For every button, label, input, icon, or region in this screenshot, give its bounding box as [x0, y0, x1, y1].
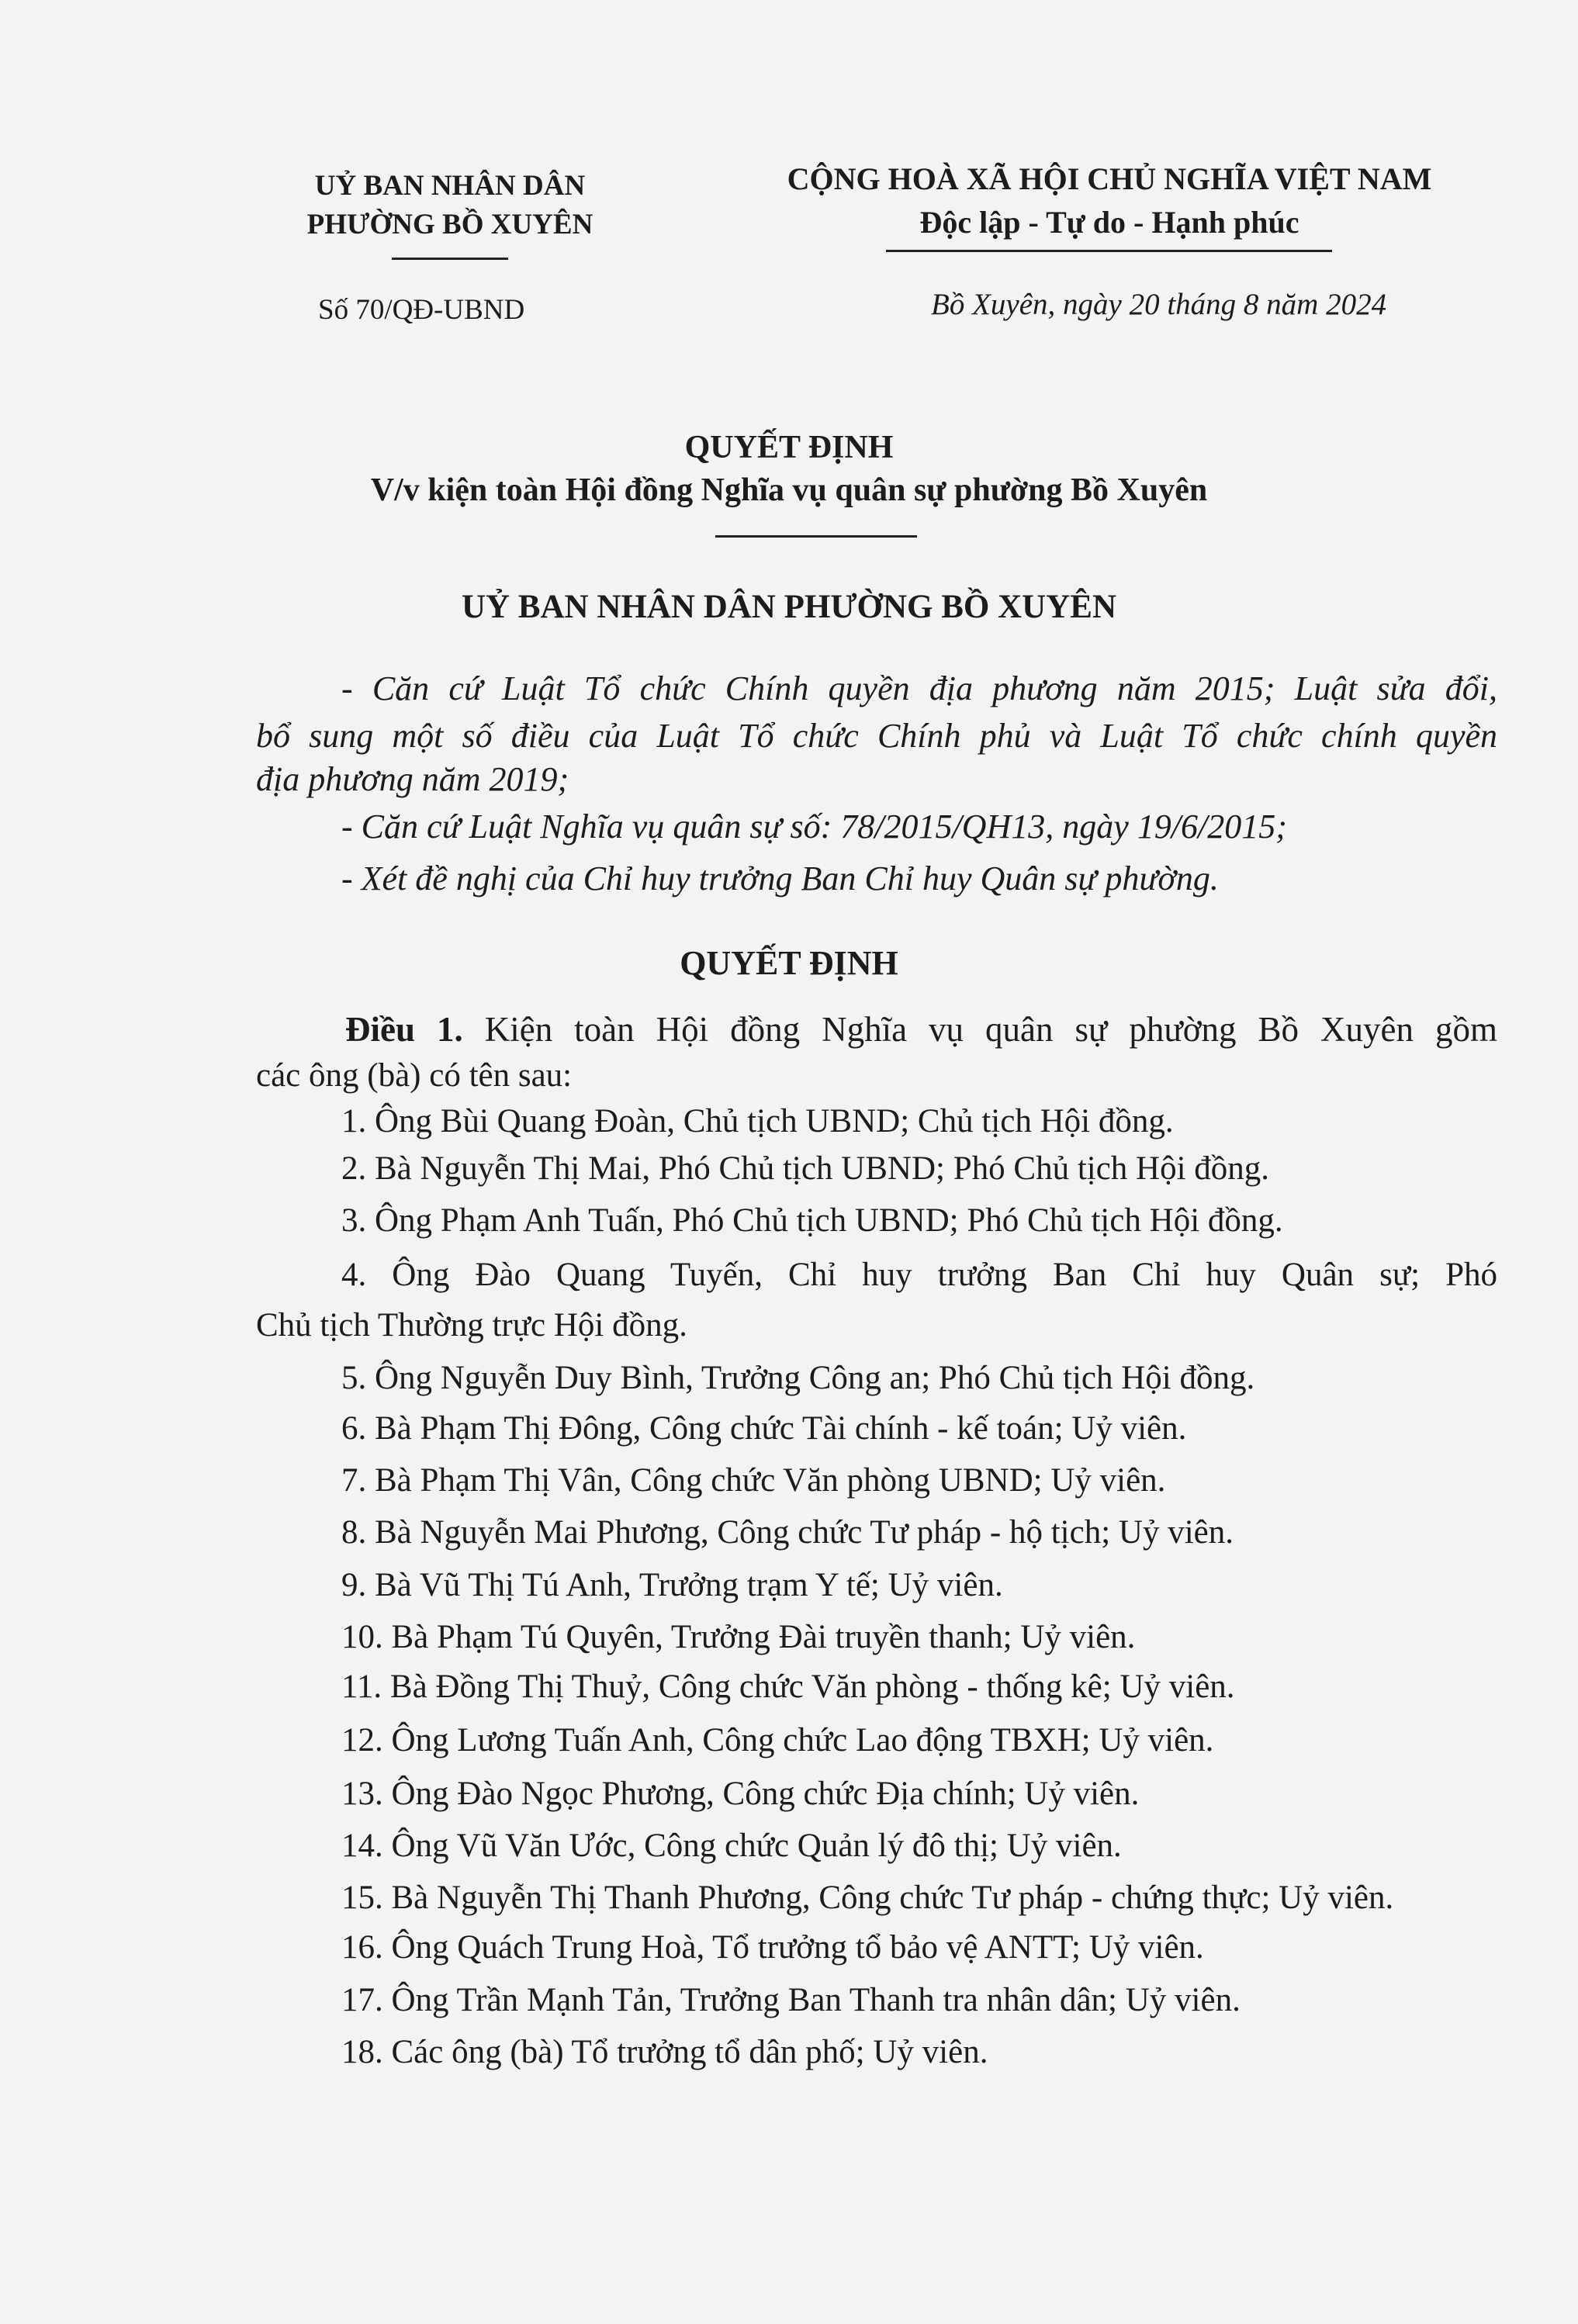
- document-subject: V/v kiện toàn Hội đồng Nghĩa vụ quân sự phường Bồ Xuyên: [370, 472, 1208, 508]
- preamble-legal-basis-1: [256, 665, 1497, 712]
- authority-underline: [392, 258, 508, 260]
- member-item: 11. Bà Đồng Thị Thuỷ, Công chức Văn phòng - thống kê; Uỷ viên.: [341, 1669, 1235, 1705]
- authority-line-1: UỶ BAN NHÂN DÂN: [314, 170, 586, 202]
- member-item: 7. Bà Phạm Thị Vân, Công chức Văn phòng UBND; Uỷ viên.: [341, 1462, 1166, 1499]
- motto-underline: [886, 250, 1332, 252]
- preamble-1-line-2: bổ sung một số điều của Luật Tổ chức Chính phủ và Luật Tổ chức chính quyền: [256, 717, 1497, 755]
- member-item: 8. Bà Nguyễn Mai Phương, Công chức Tư pháp - hộ tịch; Uỷ viên.: [341, 1514, 1234, 1551]
- document-title: QUYẾT ĐỊNH: [684, 430, 894, 465]
- article-1-line-1: [256, 1006, 1497, 1053]
- member-item: 5. Ông Nguyễn Duy Bình, Trưởng Công an; Phó Chủ tịch Hội đồng.: [341, 1360, 1255, 1396]
- national-motto: Độc lập - Tự do - Hạnh phúc: [919, 205, 1299, 240]
- article-1-text: Kiện toàn Hội đồng Nghĩa vụ quân sự phường Bồ Xuyên gồm: [484, 1010, 1497, 1049]
- member-item: 16. Ông Quách Trung Hoà, Tổ trưởng tổ bảo vệ ANTT; Uỷ viên.: [341, 1929, 1204, 1966]
- member-item: 3. Ông Phạm Anh Tuấn, Phó Chủ tịch UBND; Phó Chủ tịch Hội đồng.: [341, 1202, 1283, 1239]
- document-number: Số 70/QĐ-UBND: [318, 294, 525, 326]
- member-item: 2. Bà Nguyễn Thị Mai, Phó Chủ tịch UBND; Phó Chủ tịch Hội đồng.: [341, 1150, 1270, 1187]
- member-item: 10. Bà Phạm Tú Quyên, Trưởng Đài truyền thanh; Uỷ viên.: [341, 1619, 1136, 1655]
- member-item: 9. Bà Vũ Thị Tú Anh, Trưởng trạm Y tế; Uỷ viên.: [341, 1567, 1003, 1603]
- article-1-line-2: các ông (bà) có tên sau:: [256, 1057, 573, 1094]
- subject-underline: [715, 535, 917, 538]
- preamble-legal-basis-2: - Căn cứ Luật Nghĩa vụ quân sự số: 78/2015/QH13, ngày 19/6/2015;: [341, 808, 1287, 846]
- member-item: 12. Ông Lương Tuấn Anh, Công chức Lao động TBXH; Uỷ viên.: [341, 1722, 1214, 1759]
- member-item: 15. Bà Nguyễn Thị Thanh Phương, Công chức Tư pháp - chứng thực; Uỷ viên.: [341, 1880, 1394, 1916]
- member-item-continuation: Chủ tịch Thường trực Hội đồng.: [256, 1307, 687, 1344]
- member-item: 17. Ông Trần Mạnh Tản, Trưởng Ban Thanh tra nhân dân; Uỷ viên.: [341, 1982, 1241, 2018]
- article-1: [256, 1006, 1497, 1053]
- member-item: 6. Bà Phạm Thị Đông, Công chức Tài chính - kế toán; Uỷ viên.: [341, 1410, 1187, 1447]
- member-item: 13. Ông Đào Ngọc Phương, Công chức Địa chính; Uỷ viên.: [341, 1776, 1140, 1812]
- decision-heading: QUYẾT ĐỊNH: [680, 944, 898, 982]
- preamble-1-line-1: - Căn cứ Luật Tổ chức Chính quyền địa phương năm 2015; Luật sửa đổi,: [341, 669, 1497, 707]
- document-date: Bồ Xuyên, ngày 20 tháng 8 năm 2024: [931, 288, 1387, 321]
- preamble-1-line-3: địa phương năm 2019;: [256, 760, 569, 798]
- preamble-proposal: - Xét đề nghị của Chỉ huy trưởng Ban Chỉ huy Quân sự phường.: [341, 859, 1219, 897]
- national-heading: [714, 157, 1505, 244]
- member-item: 4. Ông Đào Quang Tuyến, Chỉ huy trưởng Ban Chỉ huy Quân sự; Phó: [341, 1257, 1497, 1293]
- issuing-authority: [256, 167, 644, 244]
- issuing-body-heading: UỶ BAN NHÂN DÂN PHƯỜNG BỒ XUYÊN: [461, 589, 1117, 625]
- member-item: 18. Các ông (bà) Tổ trưởng tổ dân phố; Uỷ viên.: [341, 2034, 988, 2070]
- national-name: CỘNG HOÀ XÃ HỘI CHỦ NGHĨA VIỆT NAM: [787, 161, 1432, 196]
- member-item: 1. Ông Bùi Quang Đoàn, Chủ tịch UBND; Chủ tịch Hội đồng.: [341, 1103, 1174, 1140]
- member-item: 14. Ông Vũ Văn Ước, Công chức Quản lý đô thị; Uỷ viên.: [341, 1828, 1122, 1864]
- article-1-label: Điều 1.: [345, 1010, 463, 1049]
- authority-line-2: PHƯỜNG BỒ XUYÊN: [306, 209, 593, 240]
